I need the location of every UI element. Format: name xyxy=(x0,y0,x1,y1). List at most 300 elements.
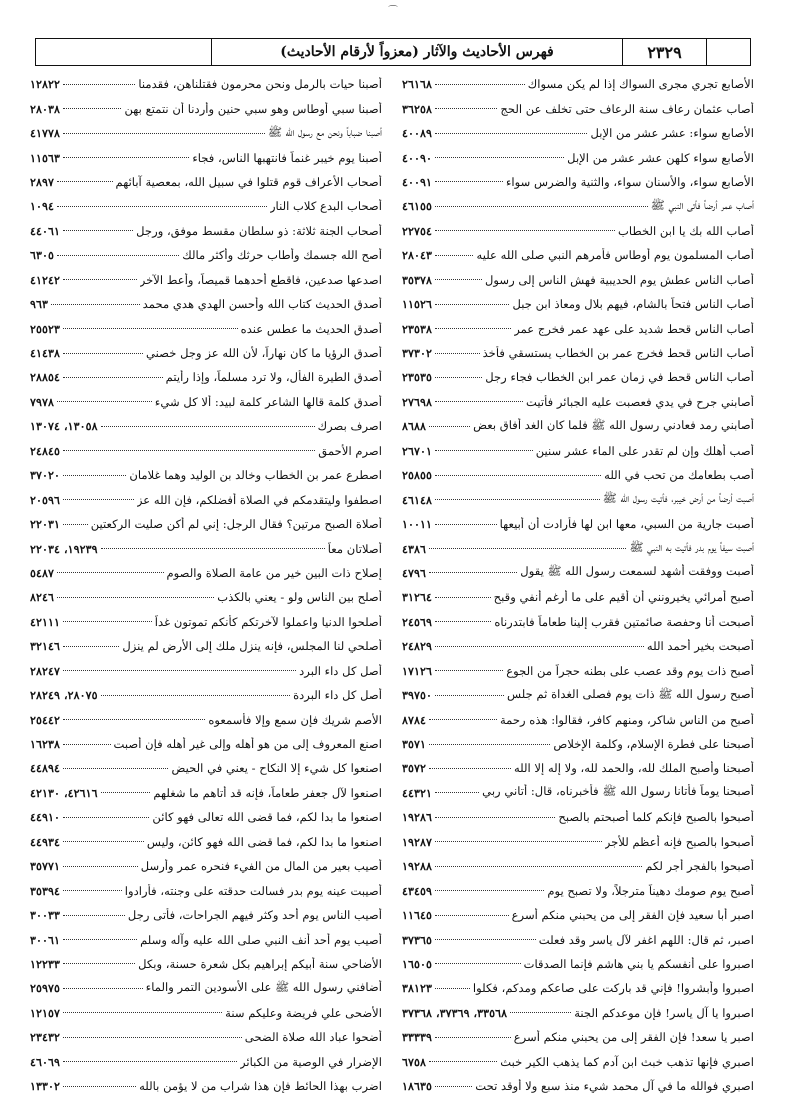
index-entry xyxy=(30,610,382,634)
leader-dots xyxy=(63,719,205,720)
index-entry xyxy=(402,659,754,683)
entry-hadith-number: ٣٥٧١ xyxy=(402,737,427,752)
entry-hadith-number: ١٨٦٣٥ xyxy=(402,1079,433,1094)
index-entry xyxy=(402,512,754,536)
entry-hadith-number: ٢٨٩٧ xyxy=(30,174,55,189)
entry-text: اصنعوا لآل جعفر طعاماً، فإنه قد أتاهم ما شغلهم xyxy=(153,785,382,800)
entry-hadith-number: ٣٥٧٧١ xyxy=(30,859,61,874)
entry-text: أصل كل داء البردة xyxy=(293,688,382,703)
leader-dots xyxy=(63,1037,242,1038)
entry-text: اصبر أبا سعيد فإن الفقر إلى من يحبني منكم أسرع xyxy=(511,908,754,923)
entry-hadith-number: ١٩٢٨٧ xyxy=(402,834,433,849)
entry-text: اصرف بصرك xyxy=(317,419,382,434)
entry-text: الإضرار في الوصية من الكبائر xyxy=(240,1054,382,1069)
entry-hadith-number: ٢٧٦٩٨ xyxy=(402,394,433,409)
index-entry xyxy=(30,781,382,805)
entry-text: أصيبت عينه يوم بدر فسالت حدقته على وجنته، فأرادوا xyxy=(124,883,382,898)
index-entry xyxy=(402,561,754,585)
index-entry xyxy=(30,365,382,389)
leader-dots xyxy=(435,475,601,476)
index-entry xyxy=(402,341,754,365)
entry-hadith-number: ٣٣٥٦٨، ٣٧٣٦٩، ٣٧٣٦٨ xyxy=(402,1005,508,1020)
leader-dots xyxy=(63,670,296,671)
index-entry xyxy=(402,536,754,560)
index-entry xyxy=(30,756,382,780)
leader-dots xyxy=(435,84,525,85)
entry-text: الأصابع سواء كلهن عشر عشر من الإبل xyxy=(567,150,754,165)
entry-hadith-number: ٤٠٠٨٩ xyxy=(402,126,433,141)
leader-dots xyxy=(63,524,88,525)
leader-dots xyxy=(435,133,587,134)
leader-dots xyxy=(63,499,134,500)
entry-text: أصبحنا وأصبح الملك لله، والحمد لله، ولا إله إلا الله xyxy=(513,761,754,776)
index-entry xyxy=(402,219,754,243)
entry-hadith-number: ٩٦٣ xyxy=(30,297,49,312)
leader-dots xyxy=(435,206,648,207)
entry-text: أصدق الطيرة الفأل، ولا ترد مسلماً، وإذا رأيتم xyxy=(165,370,382,385)
index-entry xyxy=(30,707,382,731)
entry-hadith-number: ٧٩٧٨ xyxy=(30,394,55,409)
entry-text: اصرم الأحمق xyxy=(318,443,382,458)
leader-dots xyxy=(435,157,564,158)
entry-text: أصل كل داء البرد xyxy=(299,663,382,678)
leader-dots xyxy=(435,695,504,696)
leader-dots xyxy=(63,646,119,647)
entry-text: أصيب بعير من المال من الفيء فنحره عمر وأرسل xyxy=(140,859,382,874)
entry-hadith-number: ٤٤٠٦١ xyxy=(30,223,61,238)
leader-dots xyxy=(510,1012,571,1013)
leader-dots xyxy=(57,206,267,207)
entry-hadith-number: ٢٨٨٥٤ xyxy=(30,370,61,385)
entry-hadith-number: ٤٤٩٣٤ xyxy=(30,834,61,849)
leader-dots xyxy=(63,450,315,451)
entry-hadith-number: ٥٤٨٧ xyxy=(30,565,55,580)
entry-text: إصلاح ذات البين خير من عامة الصلاة والصوم xyxy=(166,565,382,580)
index-entry xyxy=(30,316,382,340)
entry-text: أصبنا حيات بالرمل ونحن محرمون فقتلناهن، فقدمنا xyxy=(138,77,382,92)
entry-text: أصاب المسلمون يوم أوطاس فأمرهم النبي صلى الله عليه xyxy=(476,248,754,263)
index-entry xyxy=(402,878,754,902)
index-entry xyxy=(402,121,754,145)
entry-text: أصاب عمر أرضاً فأتى النبي ﷺ xyxy=(650,197,754,212)
entry-text: اضرب بهذا الحائط فإن هذا شراب من لا يؤمن بالله xyxy=(139,1079,382,1094)
index-entry xyxy=(30,439,382,463)
entry-hadith-number: ١٠٠١١ xyxy=(402,517,433,532)
entry-hadith-number: ٣٧٠٢٠ xyxy=(30,468,61,483)
entry-hadith-number: ١٣٣٠٢ xyxy=(30,1079,61,1094)
entry-text: أصحاب الأعراف قوم قتلوا في سبيل الله، بمعصية آبائهم xyxy=(115,174,382,189)
entry-text: أصاب الناس فتحاً بالشام، فيهم بلال ومعاذ ابن جبل xyxy=(512,297,754,312)
entry-hadith-number: ١٦٢٣٨ xyxy=(30,737,61,752)
entry-text: الأصابع سواء، والأسنان سواء، والثنية والضرس سواء xyxy=(505,174,754,189)
entry-text: أصلاتان معاً xyxy=(327,541,382,556)
entry-text: أضافني رسول الله ﷺ على الأسودين التمر والماء xyxy=(145,979,382,994)
leader-dots xyxy=(429,1061,497,1062)
index-entry xyxy=(30,1074,382,1098)
entry-text: اصدعها صدعين، فاقطع أحدهما قميصاً، وأعط الآخر xyxy=(139,272,382,287)
index-entry xyxy=(402,72,754,96)
entry-hadith-number: ١٢٨٢٢ xyxy=(30,77,61,92)
entry-hadith-number: ٣٥٧٢ xyxy=(402,761,427,776)
index-entry xyxy=(402,634,754,658)
leader-dots xyxy=(63,963,135,964)
index-entry xyxy=(30,561,382,585)
index-entry xyxy=(30,927,382,951)
entry-text: أصبحنا على فطرة الإسلام، وكلمة الإخلاص xyxy=(553,737,754,752)
entry-hadith-number: ١٧١٢٦ xyxy=(402,663,433,678)
index-entry xyxy=(30,414,382,438)
entry-text: أصبحت بخير أحمد الله xyxy=(646,639,754,654)
index-entry xyxy=(402,194,754,218)
index-entry xyxy=(402,316,754,340)
index-entry xyxy=(30,268,382,292)
leader-dots xyxy=(435,255,473,256)
leader-dots xyxy=(435,328,511,329)
entry-hadith-number: ٢٥٩٧٥ xyxy=(30,981,61,996)
leader-dots xyxy=(63,1012,222,1013)
index-entry xyxy=(402,390,754,414)
entry-text: أصبحوا بالفجر أجر لكم xyxy=(645,859,754,874)
entry-text: أصبت جارية من السبي، معها ابن لها فأرادت أن أبيعها xyxy=(499,517,754,532)
entry-text: أصدق كلمة قالها الشاعر كلمة لبيد: ألا كل شيء xyxy=(154,394,382,409)
entry-hadith-number: ٣٦٢٥٨ xyxy=(402,101,433,116)
index-entry xyxy=(402,1050,754,1074)
index-entry xyxy=(402,96,754,120)
entry-text: أصدق الرؤيا ما كان نهاراً، لأن الله عز وجل خصني xyxy=(146,346,382,361)
entry-hadith-number: ١٣٠٥٨، ١٣٠٧٤ xyxy=(30,419,98,434)
leader-dots xyxy=(429,744,550,745)
index-entry xyxy=(30,805,382,829)
entry-hadith-number: ٤١٧٧٨ xyxy=(30,126,61,141)
leader-dots xyxy=(435,841,602,842)
entry-hadith-number: ٢٣٥٣٨ xyxy=(402,321,433,336)
entry-text: أصب بطعامك من تحب في الله xyxy=(604,468,754,483)
leader-dots xyxy=(435,1037,511,1038)
entry-hadith-number: ٦٣٠٥ xyxy=(30,248,55,263)
leader-dots xyxy=(435,377,482,378)
leader-dots xyxy=(63,133,265,134)
entry-hadith-number: ١٢٢٣٣ xyxy=(30,956,61,971)
entry-text: أصابني جرح في يدي فعصبت عليه الجبائر فأتيت xyxy=(525,394,754,409)
index-entry xyxy=(402,610,754,634)
entry-text: أصدق الحديث ما عطس عنده xyxy=(240,321,382,336)
leader-dots xyxy=(63,279,137,280)
leader-dots xyxy=(435,963,521,964)
leader-dots xyxy=(57,597,214,598)
entry-hadith-number: ٢٣٤٣٢ xyxy=(30,1030,61,1045)
index-entry xyxy=(402,243,754,267)
index-entry xyxy=(30,341,382,365)
entry-text: أصلحي لنا المجلس، فإنه ينزل ملك إلى الأرض لم ينزل xyxy=(122,639,382,654)
entry-hadith-number: ١١٥٢٦ xyxy=(402,297,433,312)
entry-text: أصابني رمد فعادني رسول الله ﷺ فلما كان الغد أفاق بعض xyxy=(473,417,754,432)
leader-dots xyxy=(435,181,503,182)
leader-dots xyxy=(429,572,517,573)
entry-hadith-number: ١٩٢٨٨ xyxy=(402,859,433,874)
index-entry xyxy=(402,439,754,463)
index-entry xyxy=(402,732,754,756)
leader-dots xyxy=(63,230,133,231)
leader-dots xyxy=(63,866,138,867)
leader-dots xyxy=(57,255,179,256)
index-entry xyxy=(30,121,382,145)
page-title: فهرس الأحاديث والآثار (معزواً لأرقام الأحاديث) xyxy=(211,39,622,65)
index-entry xyxy=(30,878,382,902)
index-entry xyxy=(30,903,382,927)
index-entry xyxy=(30,732,382,756)
entry-hadith-number: ٢٨٠٧٥، ٢٨٢٤٩ xyxy=(30,688,98,703)
leader-dots xyxy=(101,426,315,427)
entry-text: اصبروا على أنفسكم يا بني هاشم فإنما الصدقات xyxy=(523,956,754,971)
leader-dots xyxy=(429,768,511,769)
index-entry xyxy=(30,72,382,96)
entry-hadith-number: ٨٢٤٦ xyxy=(30,590,55,605)
leader-dots xyxy=(63,157,189,158)
leader-dots xyxy=(57,401,152,402)
index-entry xyxy=(402,463,754,487)
entry-text: أصيب يوم أحد أنف النبي صلى الله عليه وآله وسلم xyxy=(140,932,382,947)
entry-text: اصنع المعروف إلى من هو أهله وإلى غير أهله فإن أصبت xyxy=(113,737,382,752)
index-entry xyxy=(402,1025,754,1049)
leader-dots xyxy=(51,304,140,305)
index-entry xyxy=(30,976,382,1000)
leader-dots xyxy=(57,572,163,573)
leader-dots xyxy=(63,353,143,354)
entry-text: أصدق الحديث كتاب الله وأحسن الهدي هدي محمد xyxy=(142,297,382,312)
entry-text: أصبح من الناس شاكر، ومنهم كافر، فقالوا: هذه رحمة xyxy=(499,712,754,727)
entry-hadith-number: ١٢١٥٧ xyxy=(30,1005,61,1020)
entry-hadith-number: ٣٩٧٥٠ xyxy=(402,688,433,703)
leader-dots xyxy=(435,890,544,891)
entry-hadith-number: ٣٥٣٩٤ xyxy=(30,883,61,898)
entry-text: أصبحوا بالصبح فإنه أعظم للأجر xyxy=(604,834,754,849)
entry-text: أصبحت أنا وحفصة صائمتين فقرب إلينا طعاماً فابتدرناه xyxy=(494,614,754,629)
leader-dots xyxy=(63,377,163,378)
index-entry xyxy=(402,414,754,438)
entry-hadith-number: ١١٦٤٥ xyxy=(402,908,433,923)
entry-text: أصبنا ضباباً ونحن مع رسول الله ﷺ xyxy=(267,124,382,139)
entry-text: اصبر يا سعد! فإن الفقر إلى من يحبني منكم أسرع xyxy=(513,1030,754,1045)
leader-dots xyxy=(101,695,290,696)
entry-hadith-number: ٢٢٠٣١ xyxy=(30,517,61,532)
index-entry xyxy=(402,756,754,780)
entry-hadith-number: ١٠٩٤ xyxy=(30,199,55,214)
index-entry xyxy=(402,683,754,707)
entry-text: أصب أهلك وإن لم تقدر على الماء عشر سنين xyxy=(535,443,754,458)
index-entry xyxy=(402,487,754,511)
entry-text: أصبحوا بالصبح فإنكم كلما أصبحتم بالصبح xyxy=(558,810,754,825)
entry-text: أصاب الناس قحط شديد على عهد عمر فخرج عمر xyxy=(514,321,754,336)
leader-dots xyxy=(435,988,470,989)
entry-hadith-number: ٢٨٢٤٧ xyxy=(30,663,61,678)
page-corner-mark: ⌒ xyxy=(388,6,398,17)
entry-text: اصبروا وأبشروا! فإني قد باركت على صاعكم ومدكم، فكلوا xyxy=(472,981,754,996)
index-entry xyxy=(402,170,754,194)
entry-hadith-number: ٢٤٨٤٥ xyxy=(30,443,61,458)
leader-dots xyxy=(63,768,168,769)
entry-hadith-number: ٤١٤٣٨ xyxy=(30,346,61,361)
entry-hadith-number: ٢٢٧٥٤ xyxy=(402,223,433,238)
entry-text: أصبت ووفقت أشهد لسمعت رسول الله ﷺ يقول xyxy=(520,564,754,579)
entry-text: أصبح رسول الله ﷺ ذات يوم فصلى الغداة ثم جلس xyxy=(506,686,754,701)
entry-hadith-number: ٤٤٩١٠ xyxy=(30,810,61,825)
index-entry xyxy=(402,1001,754,1025)
entry-hadith-number: ٢٨٠٣٨ xyxy=(30,101,61,116)
leader-dots xyxy=(435,792,479,793)
entry-hadith-number: ٢٤٥٦٩ xyxy=(402,614,433,629)
leader-dots xyxy=(435,646,644,647)
leader-dots xyxy=(435,304,509,305)
index-entry xyxy=(30,1025,382,1049)
entry-text: الأصم شريك فإن سمع وإلا فأسمعوه xyxy=(208,712,382,727)
index-entry xyxy=(30,585,382,609)
index-entry xyxy=(30,194,382,218)
leader-dots xyxy=(435,597,491,598)
entry-text: أصلاة الصبح مرتين؟ فقال الرجل: إني لم أكن صليت الركعتين xyxy=(90,517,382,532)
index-entry xyxy=(30,854,382,878)
entry-text: أصبحنا يوماً فأتانا رسول الله ﷺ فأخبرناه، قال: أتاني ربي xyxy=(482,784,754,799)
index-entry xyxy=(402,292,754,316)
entry-hadith-number: ٤٦١٤٨ xyxy=(402,492,433,507)
leader-dots xyxy=(429,426,470,427)
leader-dots xyxy=(63,890,122,891)
entry-text: أصبح أمرائي يخيرونني أن أقيم على ما أرغم أنفي وقبح xyxy=(493,590,754,605)
leader-dots xyxy=(435,450,533,451)
leader-dots xyxy=(435,1086,472,1087)
index-entry xyxy=(30,512,382,536)
entry-text: اصنعوا ما بدا لكم، فما قضى الله فهو كائن، وليس xyxy=(146,834,382,849)
leader-dots xyxy=(435,817,555,818)
entry-hadith-number: ٤٤٨٩٤ xyxy=(30,761,61,776)
entry-hadith-number: ٤٠٠٩٠ xyxy=(402,150,433,165)
index-entry xyxy=(402,952,754,976)
entry-text: أصلح بين الناس ولو - يعني بالكذب xyxy=(217,590,382,605)
index-columns xyxy=(30,72,754,1102)
leader-dots xyxy=(435,279,482,280)
entry-hadith-number: ٣٧٣٠٢ xyxy=(402,346,433,361)
leader-dots xyxy=(63,841,144,842)
index-entry xyxy=(402,927,754,951)
index-entry xyxy=(402,976,754,1000)
leader-dots xyxy=(63,1061,237,1062)
left-column xyxy=(30,72,382,1102)
entry-text: أصاب الناس قحط في زمان عمر ابن الخطاب فجاء رجل xyxy=(485,370,754,385)
entry-hadith-number: ٤٢١١١ xyxy=(30,614,61,629)
entry-text: أصبح ذات يوم وقد عصب على بطنه حجراً من الجوع xyxy=(506,663,754,678)
entry-hadith-number: ٢٦١٦٨ xyxy=(402,77,433,92)
entry-hadith-number: ١٩٢٨٦ xyxy=(402,810,433,825)
leader-dots xyxy=(429,719,497,720)
index-entry xyxy=(402,365,754,389)
entry-text: الأضاحي سنة أبيكم إبراهيم بكل شعرة حسنة، وبكل xyxy=(138,956,382,971)
header-blank-cell xyxy=(706,39,750,65)
entry-hadith-number: ٤٠٠٩١ xyxy=(402,174,433,189)
entry-hadith-number: ٤٦١٥٥ xyxy=(402,199,433,214)
entry-hadith-number: ٢٦٧٠١ xyxy=(402,443,433,458)
leader-dots xyxy=(63,744,110,745)
leader-dots xyxy=(63,939,137,940)
leader-dots xyxy=(435,621,491,622)
index-entry xyxy=(30,145,382,169)
leader-dots xyxy=(435,108,497,109)
index-entry xyxy=(30,659,382,683)
entry-text: اصطرع عمر بن الخطاب وخالد بن الوليد وهما غلامان xyxy=(129,468,382,483)
entry-hadith-number: ٤٤٣٢١ xyxy=(402,785,433,800)
page-header xyxy=(35,38,751,66)
leader-dots xyxy=(63,988,143,989)
entry-hadith-number: ٤٢٦١٦، ٤٢١٣٠ xyxy=(30,785,98,800)
leader-dots xyxy=(101,792,151,793)
index-entry xyxy=(30,487,382,511)
index-entry xyxy=(30,830,382,854)
leader-dots xyxy=(435,670,503,671)
entry-hadith-number: ٣٢١٤٦ xyxy=(30,639,61,654)
entry-text: الأصابع تجري مجرى السواك إذا لم يكن مسواك xyxy=(527,77,754,92)
index-entry xyxy=(30,1001,382,1025)
entry-text: أصاب الناس عطش يوم الحديبية فهش الناس إلى رسول xyxy=(484,272,754,287)
entry-text: أصحاب الجنة ثلاثة: ذو سلطان مقسط موفق، ورجل xyxy=(136,223,382,238)
leader-dots xyxy=(435,230,615,231)
leader-dots xyxy=(429,548,626,549)
index-entry xyxy=(30,390,382,414)
leader-dots xyxy=(435,939,536,940)
index-entry xyxy=(402,781,754,805)
entry-text: أصبح يوم صومك دهيناً مترجلاً، ولا تصبح يوم xyxy=(547,883,754,898)
leader-dots xyxy=(63,84,135,85)
entry-text: أصاب عثمان رعاف سنة الرعاف حتى تخلف عن الحج xyxy=(500,101,754,116)
index-entry xyxy=(30,536,382,560)
entry-hadith-number: ٤٧٩٦ xyxy=(402,565,427,580)
entry-text: أصاب الله بك يا ابن الخطاب xyxy=(618,223,754,238)
entry-hadith-number: ٨٦٨٨ xyxy=(402,419,427,434)
entry-text: اصبروا يا آل ياسر! فإن موعدكم الجنة xyxy=(574,1005,754,1020)
leader-dots xyxy=(63,915,125,916)
entry-text: أضحوا عباد الله صلاة الضحى xyxy=(244,1030,382,1045)
index-entry xyxy=(30,634,382,658)
index-entry xyxy=(402,585,754,609)
entry-hadith-number: ١٦٥٠٥ xyxy=(402,956,433,971)
entry-hadith-number: ٣٥٣٧٨ xyxy=(402,272,433,287)
entry-hadith-number: ٣٠٠٦١ xyxy=(30,932,61,947)
entry-hadith-number: ٨٧٨٤ xyxy=(402,712,427,727)
leader-dots xyxy=(63,621,152,622)
index-entry xyxy=(30,952,382,976)
right-column xyxy=(402,72,754,1102)
entry-text: اصنعوا كل شيء إلا النكاح - يعني في الحيض xyxy=(171,761,382,776)
index-entry xyxy=(30,96,382,120)
index-entry xyxy=(30,1050,382,1074)
entry-hadith-number: ٢٥٨٥٥ xyxy=(402,468,433,483)
entry-hadith-number: ١١٥٦٣ xyxy=(30,150,61,165)
index-entry xyxy=(30,683,382,707)
entry-text: اصبري فإنها تذهب خبث ابن آدم كما يذهب الكير خبث xyxy=(500,1054,754,1069)
entry-text: الأصابع سواء: عشر عشر من الإبل xyxy=(590,126,754,141)
index-entry xyxy=(402,830,754,854)
index-entry xyxy=(30,219,382,243)
leader-dots xyxy=(435,524,497,525)
entry-text: أصبت أرضاً من أرض خيبر، فأتيت رسول الله ﷺ xyxy=(602,491,754,506)
index-entry xyxy=(30,170,382,194)
entry-hadith-number: ٢٣٥٣٥ xyxy=(402,370,433,385)
entry-hadith-number: ٢٨٠٤٣ xyxy=(402,248,433,263)
index-entry xyxy=(402,854,754,878)
entry-hadith-number: ١٩٢٣٩، ٢٢٠٣٤ xyxy=(30,541,98,556)
entry-hadith-number: ٣٧٣٦٥ xyxy=(402,932,433,947)
index-entry xyxy=(402,145,754,169)
leader-dots xyxy=(57,181,112,182)
leader-dots xyxy=(435,915,509,916)
entry-hadith-number: ٢٤٨٢٩ xyxy=(402,639,433,654)
